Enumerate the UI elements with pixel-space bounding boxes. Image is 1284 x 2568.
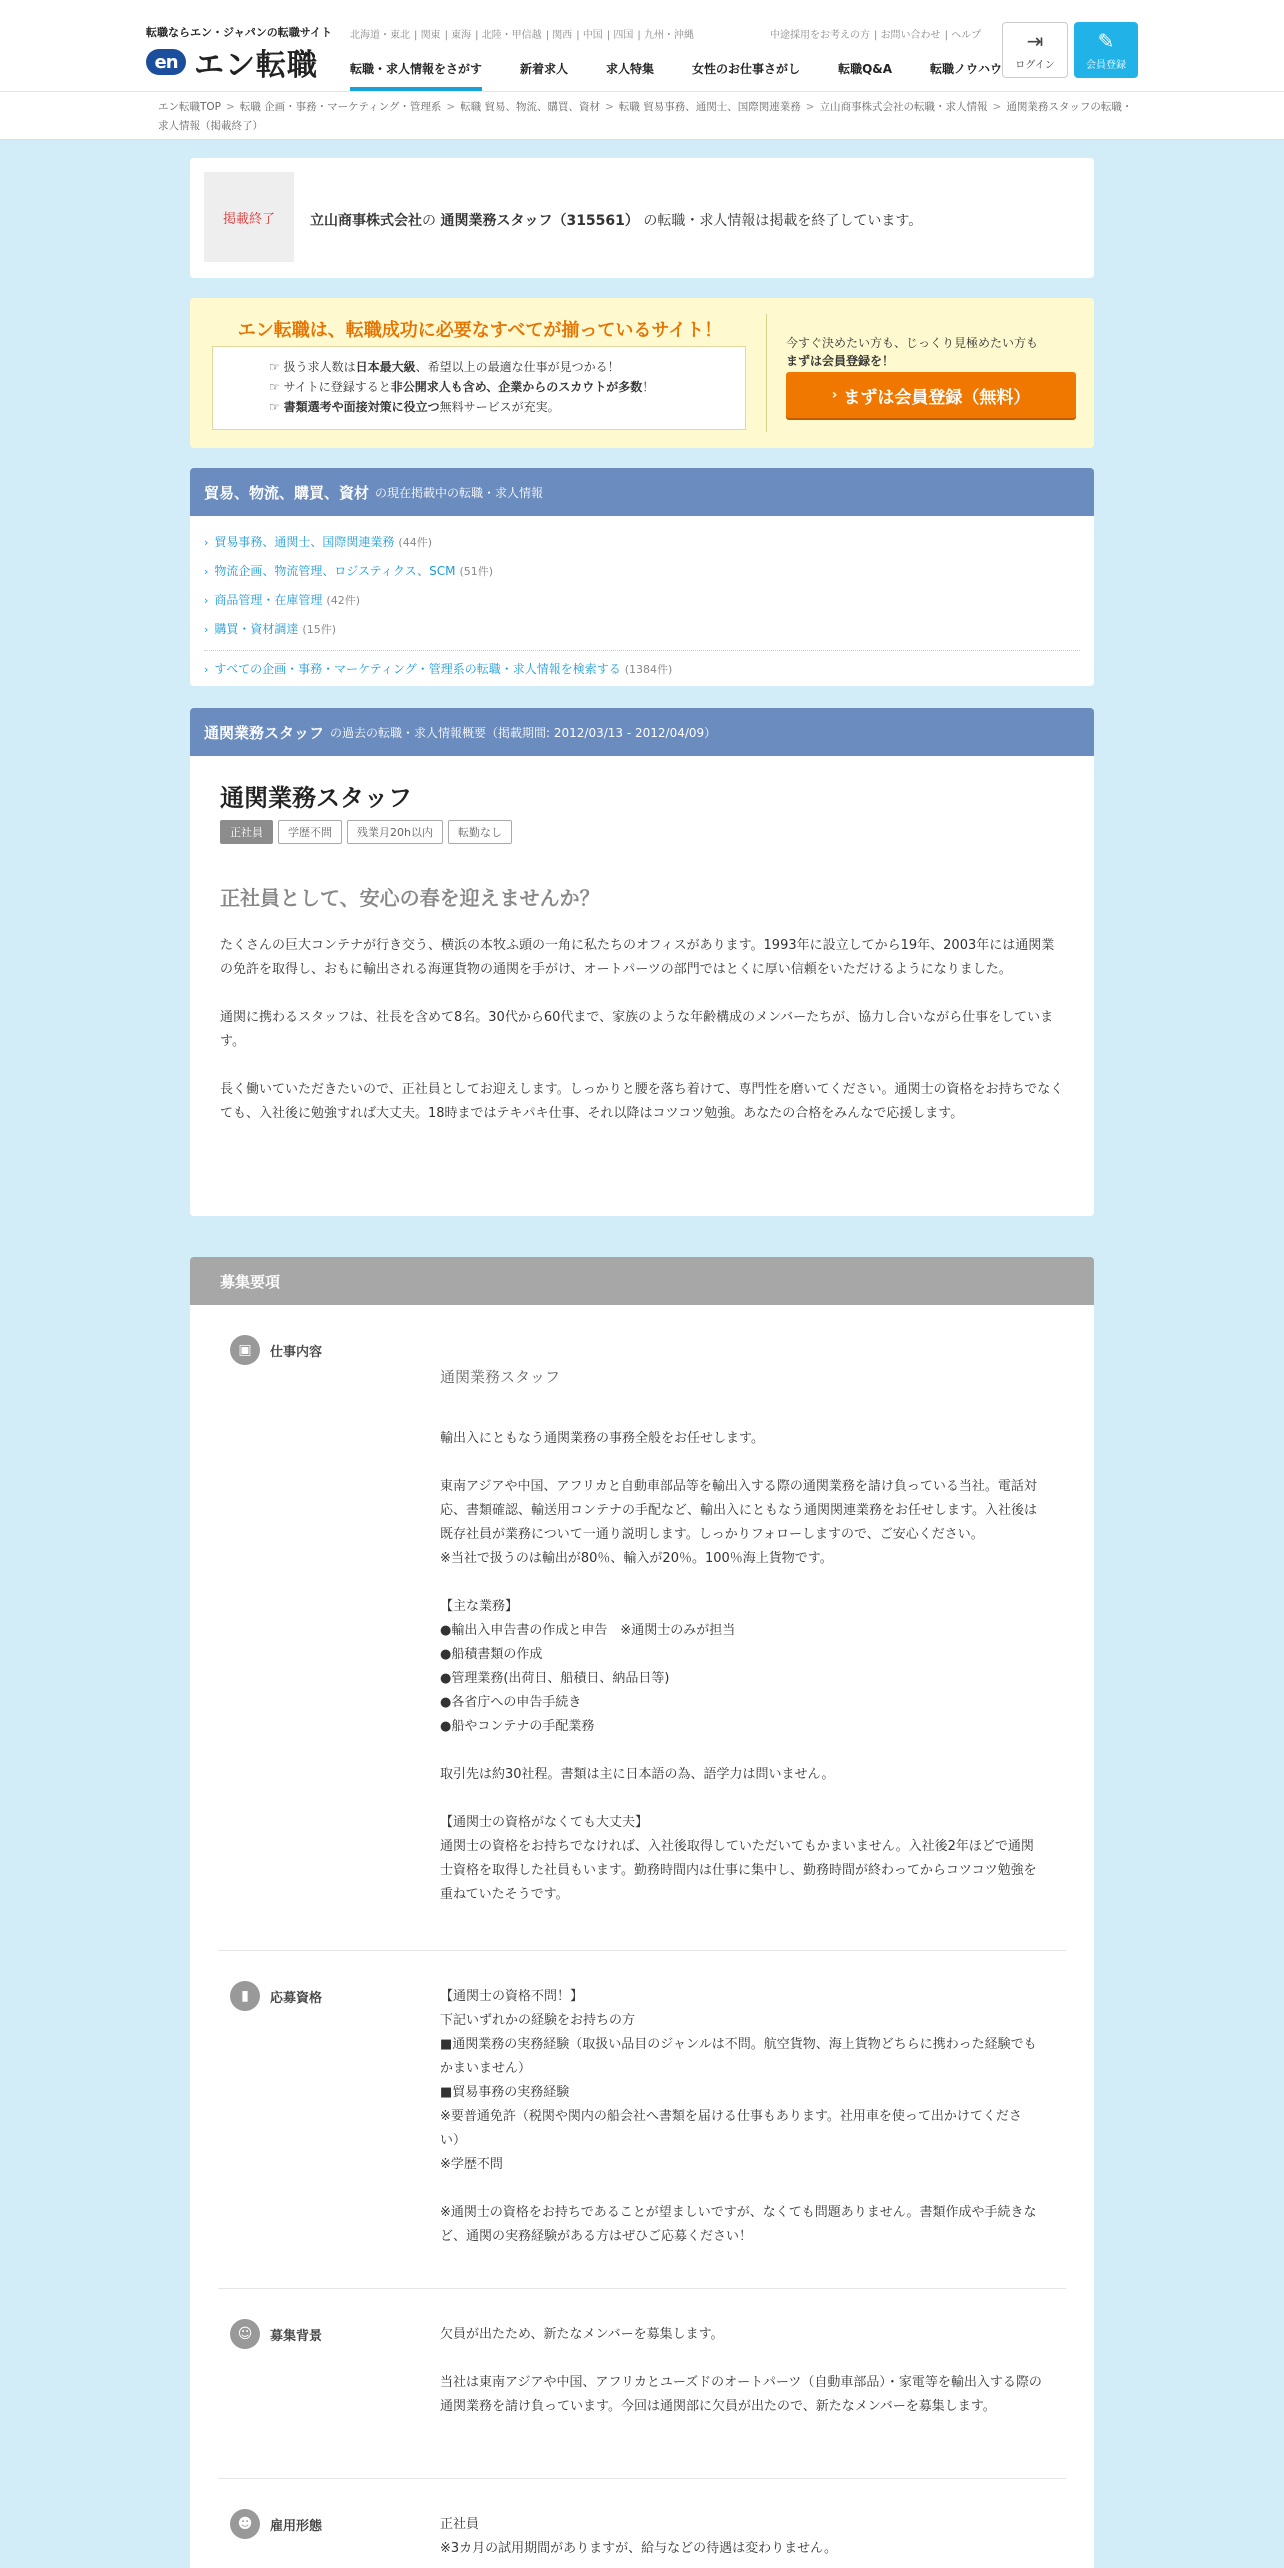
- promo-right-line: 今すぐ決めたい方も、じっくり見極めたい方も: [786, 336, 1039, 350]
- site-logo[interactable]: [146, 40, 318, 84]
- req-text: 輸出入にともなう通関業務の事務全般をお任せします。 東南アジアや中国、アフリカと自動車部品等を輸出入する際の通関業務を請け負っている当社。電話対応、書類確認、輸送用コンテナの手配など、輸出入にともなう通関関連業務をお任せします。入社後は既存社員が業務について一通り説明します。しっかりフォローしますので、ご安心ください。 ※当社で扱うのは輸出が80％、輸入が20％。100％海上貨物です。 【主な業務】 ●輸出入申告書の作成と申告 ※通関士のみが担当 ●船積書類の作成 ●管理業務(出荷日、船積日、納品日等) ●各省庁への申告手続き ●船やコンテナの手配業務 取引先は約30社程。書類は主に日本語の為、語学力は問いません。 【通関士の資格がなくても大丈夫】 通関士の資格をお持ちでなければ、入社後取得していただいてもかまいません。入社後2年ほどで通関士資格を取得した社員もいます。勤務時間内は仕事に集中し、勤務時間が終わってからコツコツ勉強を重ねていたそうです。: [440, 1431, 1037, 1902]
- tag: 学歴不問: [278, 820, 342, 844]
- req-label: 仕事内容: [270, 1345, 323, 1360]
- category-panel-header: [190, 468, 1094, 516]
- promo-text: 、希望以上の最適な仕事が見つかる！: [415, 360, 620, 374]
- promo-strong: 日本最大級: [355, 360, 416, 374]
- promo-strong: 非公開求人も含め、企業からのスカウトが多数: [390, 380, 643, 394]
- promo-text: 扱う求人数は: [283, 360, 356, 374]
- req-row-background: [218, 2289, 1066, 2479]
- category-link-label: 商品管理・在庫管理: [214, 593, 323, 607]
- promo-points: [212, 346, 746, 430]
- job-name: 通関業務スタッフ（315561）: [440, 213, 639, 229]
- region-link[interactable]: 北海道・東北: [350, 30, 410, 41]
- promo-text: サイトに登録すると: [283, 380, 391, 394]
- intro-text: [220, 934, 1064, 1150]
- search-all-label: すべての企画・事務・マーケティング・管理系の転職・求人情報を検索する: [214, 662, 621, 676]
- promo-point: [269, 397, 745, 417]
- promo-point: [269, 377, 745, 397]
- req-row-employment: [218, 2479, 1066, 2568]
- cta-label: まずは会員登録（無料）: [843, 387, 1031, 408]
- people-icon: ☺: [230, 2319, 260, 2349]
- req-text: 正社員 ※3カ月の試用期間がありますが、給与などの待遇は変わりません。: [440, 2517, 837, 2556]
- promo-banner: [190, 298, 1094, 448]
- region-link[interactable]: 四国: [613, 30, 634, 41]
- notice-connector: の: [422, 213, 436, 229]
- breadcrumb: エン転職TOP > 転職 企画・事務・マーケティング・管理系 > 転職 貿易、物流、購買、資材 > 転職 貿易事務、通関士、国際関連業務 > 立山商事株式会社の転職・求人情報 > 通関業務スタッフの転職・求人情報（掲載終了）: [158, 101, 1133, 132]
- category-count: (15件): [302, 623, 337, 636]
- region-links: 北海道・東北 | 関東 | 東海 | 北陸・甲信越 | 関西 | 中国 | 四国 | 九州・沖縄: [350, 30, 694, 41]
- finger-icon: ☞: [269, 400, 284, 414]
- req-subtitle: 通関業務スタッフ: [440, 1368, 561, 1386]
- promo-strong: 書類選考や面接対策に役立つ: [283, 400, 440, 414]
- pencil-icon: ✎: [1097, 28, 1115, 53]
- site-header: [0, 0, 1284, 92]
- register-label: 会員登録: [1086, 59, 1126, 71]
- chevron-right-icon: ›: [831, 387, 838, 403]
- overview-panel-body: [190, 756, 1094, 1216]
- logo-mark: en: [146, 49, 186, 75]
- category-name: 貿易、物流、購買、資材: [204, 483, 370, 502]
- job-title: 通関業務スタッフ: [220, 784, 412, 812]
- promo-text: ！: [642, 380, 655, 394]
- nav-search-jobs[interactable]: 転職・求人情報をさがす: [350, 60, 482, 91]
- overview-period: の過去の転職・求人情報概要（掲載期間: 2012/03/13 - 2012/04/09）: [330, 725, 717, 740]
- category-link[interactable]: [204, 557, 1080, 586]
- region-link[interactable]: 中国: [582, 30, 603, 41]
- breadcrumb-bar: [0, 92, 1284, 140]
- region-link[interactable]: 九州・沖縄: [643, 30, 694, 41]
- promo-text: 無料サービスが充実。: [439, 400, 560, 414]
- nav-women-jobs[interactable]: 女性のお仕事さがし: [692, 62, 801, 76]
- tag: 転勤なし: [448, 820, 512, 844]
- breadcrumb-link[interactable]: 転職 貿易、物流、購買、資材: [460, 101, 601, 113]
- category-link-label: 購買・資材調達: [214, 622, 299, 636]
- finger-icon: ☞: [269, 380, 284, 394]
- req-text: 欠員が出たため、新たなメンバーを募集します。 当社は東南アジアや中国、アフリカとユーズドのオートパーツ（自動車部品）・家電等を輸出入する際の通関業務を請け負っています。今回は通関部に欠員が出たので、新たなメンバーを募集します。: [440, 2327, 1042, 2414]
- intro-paragraph: 通関に携わるスタッフは、社長を含めて8名。30代から60代まで、家族のような年齢構成のメンバーたちが、協力し合いながら仕事をしています。: [220, 1010, 1054, 1049]
- promo-divider: [766, 314, 767, 432]
- notice-suffix: の転職・求人情報は掲載を終了しています。: [643, 213, 923, 229]
- login-button[interactable]: [1002, 22, 1068, 78]
- link-help[interactable]: ヘルプ: [951, 30, 982, 41]
- catch-copy: 正社員として、安心の春を迎えませんか？: [220, 886, 600, 910]
- search-all-count: (1384件): [624, 663, 673, 676]
- login-label: ログイン: [1015, 59, 1055, 71]
- overview-panel-header: [190, 708, 1094, 756]
- promo-right-line: まずは会員登録を！: [786, 354, 895, 368]
- req-text: 【通関士の資格不問！】 下記いずれかの経験をお持ちの方 ■通関業務の実務経験（取扱い品目のジャンルは不問。航空貨物、海上貨物どちらに携わった経験でもかまいません） ■貿易事務の実務経験 ※要普通免許（税関や関内の船会社へ書類を届ける仕事もあります。社用車を使って出かけてください） ※学歴不問 ※通関士の資格をお持ちであることが望ましいですが、なくても問題ありません。書類作成や手続きなど、通関の実務経験がある方はぜひご応募ください！: [440, 1989, 1037, 2244]
- nav-knowhow[interactable]: 転職ノウハウ: [930, 62, 1003, 76]
- req-row-job-content: [218, 1335, 1066, 1951]
- chevron-right-icon: ›: [204, 663, 209, 676]
- breadcrumb-link[interactable]: 転職 貿易事務、通関士、国際関連業務: [618, 101, 801, 113]
- ended-badge: 掲載終了: [204, 172, 294, 262]
- chevron-right-icon: ›: [204, 594, 209, 607]
- chevron-right-icon: ›: [204, 623, 209, 636]
- link-contact[interactable]: お問い合わせ: [880, 30, 941, 41]
- category-divider: [204, 650, 1080, 651]
- promo-right-text: [786, 334, 1038, 370]
- nav-qa[interactable]: 転職Q&A: [838, 62, 893, 76]
- nav-features[interactable]: 求人特集: [606, 62, 655, 76]
- intro-paragraph: たくさんの巨大コンテナが行き交う、横浜の本牧ふ頭の一角に私たちのオフィスがあります。1993年に設立してから19年、2003年には通関業の免許を取得し、おもに輸出される海運貨物の通関を手がけ、オートパーツの部門ではとくに厚い信頼をいただけるようになりました。: [220, 938, 1055, 977]
- tag-employment: 正社員: [220, 820, 273, 844]
- category-link[interactable]: [204, 528, 1080, 557]
- promo-point: [269, 357, 745, 377]
- category-link-label: 貿易事務、通関士、国際関連業務: [214, 535, 395, 549]
- nav-new-jobs[interactable]: 新着求人: [520, 62, 569, 76]
- category-list: [204, 528, 1080, 684]
- ended-notice: [190, 158, 1094, 278]
- req-label: 募集背景: [270, 2329, 323, 2344]
- register-button[interactable]: [1074, 22, 1138, 78]
- breadcrumb-link[interactable]: 転職 企画・事務・マーケティング・管理系: [239, 101, 442, 113]
- search-all-link[interactable]: [204, 655, 1080, 684]
- login-icon: ⇥: [1026, 28, 1044, 53]
- chevron-right-icon: ›: [204, 565, 209, 578]
- region-link[interactable]: 関西: [552, 30, 573, 41]
- tag: 残業月20h以内: [347, 820, 443, 844]
- company-name: 立山商事株式会社: [310, 213, 422, 229]
- ended-message: [310, 210, 922, 230]
- global-nav: [350, 60, 1040, 91]
- bookmark-icon: ▮: [230, 1981, 260, 2011]
- breadcrumb-link[interactable]: 立山商事株式会社の転職・求人情報: [819, 101, 988, 113]
- category-link-label: 物流企画、物流管理、ロジスティクス、SCM: [214, 564, 456, 578]
- job-tags: [220, 820, 517, 844]
- region-link[interactable]: 北陸・甲信越: [481, 30, 542, 41]
- category-count: (44件): [398, 536, 433, 549]
- person-icon: ☻: [230, 2509, 260, 2539]
- region-link[interactable]: 関東: [420, 30, 441, 41]
- site-tagline: 転職ならエン・ジャパンの転職サイト: [146, 26, 333, 39]
- requirements-header: 募集要項: [190, 1257, 1094, 1305]
- utility-links: 中途採用をお考えの方 | お問い合わせ | ヘルプ: [770, 30, 982, 41]
- region-link[interactable]: 東海: [451, 30, 472, 41]
- breadcrumb-link[interactable]: エン転職TOP: [158, 101, 222, 113]
- intro-paragraph: 長く働いていただきたいので、正社員としてお迎えします。しっかりと腰を落ち着けて、専門性を磨いてください。通関士の資格をお持ちでなくても、入社後に勉強すれば大丈夫。18時まではテキパキ仕事、それ以降はコツコツ勉強。あなたの合格をみんなで応援します。: [220, 1082, 1064, 1121]
- req-content: [440, 1341, 1046, 1931]
- overview-job-name: 通関業務スタッフ: [204, 723, 325, 742]
- category-panel-body: [190, 516, 1094, 686]
- link-recruiters[interactable]: 中途採用をお考えの方: [770, 30, 870, 41]
- req-label: 雇用形態: [270, 2519, 323, 2534]
- category-count: (42件): [326, 594, 361, 607]
- requirements-body: [190, 1305, 1094, 2568]
- logo-text: エン転職: [194, 48, 318, 83]
- chevron-right-icon: ›: [204, 536, 209, 549]
- req-label: 応募資格: [270, 1991, 323, 2006]
- category-count: (51件): [459, 565, 494, 578]
- promo-title: エン転職は、転職成功に必要なすべてが揃っているサイト！: [237, 320, 723, 341]
- category-link[interactable]: [204, 615, 1080, 644]
- category-link[interactable]: [204, 586, 1080, 615]
- register-cta-button[interactable]: [786, 372, 1076, 418]
- briefcase-icon: ▣: [230, 1335, 260, 1365]
- category-head-suffix: の現在掲載中の転職・求人情報: [375, 485, 544, 500]
- req-row-qualifications: [218, 1951, 1066, 2289]
- finger-icon: ☞: [269, 360, 284, 374]
- breadcrumb-current: 通関業務スタッフの転職・求人情報（掲載終了）: [158, 101, 1133, 132]
